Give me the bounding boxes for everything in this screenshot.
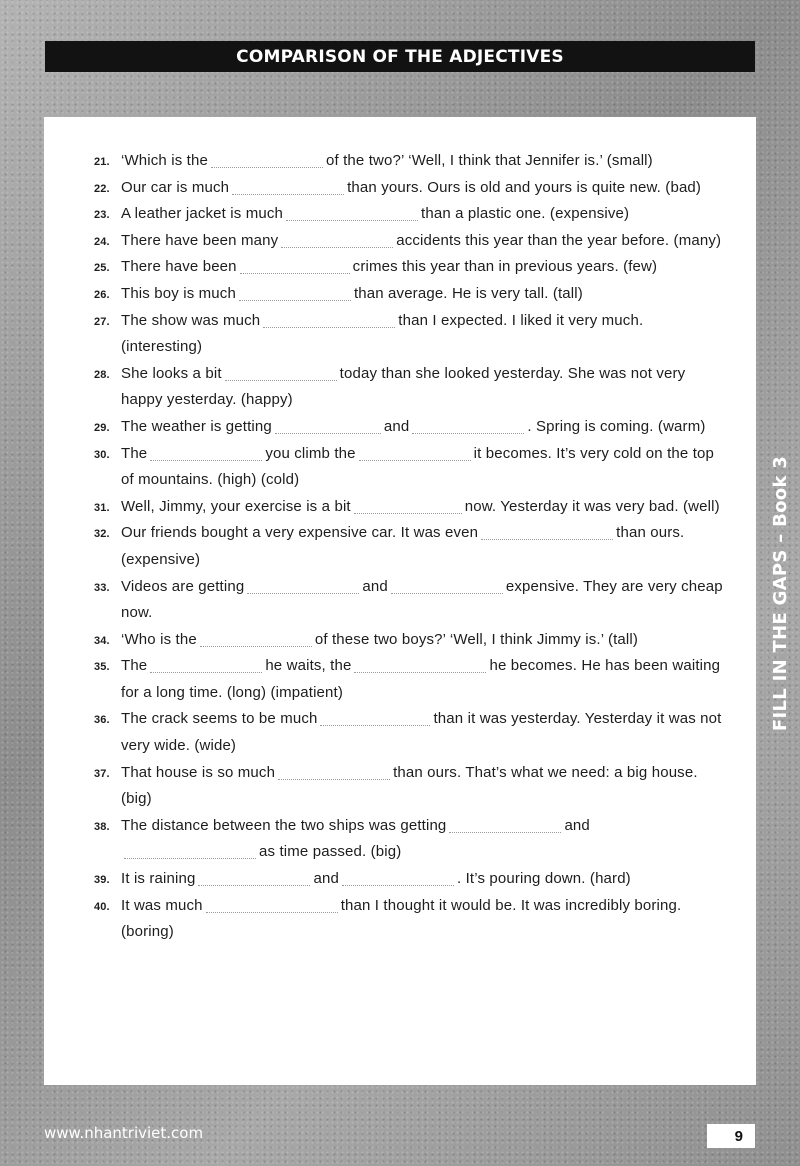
answer-gap[interactable] — [359, 445, 471, 461]
exercise-text: than ours. (expensive) — [121, 524, 685, 568]
answer-gap[interactable] — [342, 870, 454, 886]
exercise-text: It was much — [121, 896, 203, 914]
exercise-item — [94, 574, 724, 627]
exercise-text: of the two?’ ‘Well, I think that Jennifer is.’ (small) — [325, 152, 653, 169]
exercise-number: 31. — [94, 501, 110, 514]
answer-gap[interactable] — [281, 232, 393, 248]
exercise-text: and — [313, 870, 339, 888]
answer-gap[interactable] — [124, 843, 256, 859]
exercise-item — [94, 281, 724, 308]
exercise-text: It is raining — [121, 870, 196, 888]
exercise-text: as time passed. (big) — [259, 843, 402, 861]
exercise-text: There have been many — [121, 231, 279, 249]
exercise-text: The — [121, 657, 148, 675]
exercise-item — [94, 175, 724, 202]
exercise-number: 26. — [94, 288, 110, 301]
answer-gap[interactable] — [278, 764, 390, 780]
exercise-text: ‘Which is the — [121, 152, 208, 169]
exercise-number: 24. — [94, 235, 110, 248]
exercise-text: Videos are getting — [121, 577, 245, 595]
exercise-number: 39. — [94, 874, 110, 887]
answer-gap[interactable] — [354, 498, 462, 514]
exercise-text: it becomes. It’s very cold on the top of mountains. (high) (cold) — [121, 444, 715, 489]
exercise-number: 23. — [94, 209, 110, 222]
exercise-number: 40. — [94, 900, 110, 913]
answer-gap[interactable] — [150, 445, 262, 461]
answer-gap[interactable] — [211, 152, 323, 168]
exercise-text: The — [121, 444, 148, 462]
exercise-text: accidents this year than the year before. (many) — [396, 231, 722, 249]
answer-gap[interactable] — [263, 312, 395, 328]
answer-gap[interactable] — [225, 365, 337, 381]
exercise-text: now. Yesterday it was very bad. (well) — [464, 497, 720, 515]
exercise-text: than ours. That’s what we need: a big house. (big) — [121, 763, 698, 808]
exercise-number: 37. — [94, 767, 110, 780]
exercise-number: 27. — [94, 315, 110, 328]
exercise-text: crimes this year than in previous years. (few) — [352, 258, 658, 276]
exercise-number: 38. — [94, 820, 110, 833]
answer-gap[interactable] — [354, 657, 486, 673]
exercise-text: than a plastic one. (expensive) — [421, 205, 630, 223]
exercise-text: and — [564, 816, 590, 834]
exercise-text: he becomes. He has been waiting for a long time. (long) (impatient) — [121, 657, 721, 701]
exercise-item — [94, 653, 724, 706]
website-url: www.nhantriviet.com — [44, 1124, 204, 1142]
exercise-item — [94, 760, 724, 813]
answer-gap[interactable] — [240, 258, 350, 274]
exercise-text: he waits, the — [265, 657, 352, 675]
side-book-title — [762, 438, 800, 748]
exercise-text: . It’s pouring down. (hard) — [456, 870, 631, 888]
exercise-number: 25. — [94, 262, 110, 275]
page-number: 9 — [707, 1124, 755, 1148]
exercise-item — [94, 308, 724, 361]
exercise-number: 21. — [94, 156, 110, 168]
exercise-text: than I expected. I liked it very much. (interesting) — [121, 311, 644, 356]
answer-gap[interactable] — [150, 657, 262, 673]
answer-gap[interactable] — [239, 285, 351, 301]
exercise-number: 29. — [94, 421, 110, 434]
exercise-item — [94, 414, 724, 441]
section-title: COMPARISON OF THE ADJECTIVES — [236, 46, 564, 67]
answer-gap[interactable] — [275, 418, 381, 434]
exercise-number: 35. — [94, 661, 110, 674]
exercise-text: Our car is much — [121, 178, 230, 196]
exercise-text: She looks a bit — [121, 364, 222, 382]
answer-gap[interactable] — [391, 578, 503, 594]
exercise-item — [94, 441, 724, 494]
exercise-text: of these two boys?’ ‘Well, I think Jimmy is.’ (tall) — [314, 630, 639, 648]
exercise-item — [94, 627, 724, 654]
side-title-text: FILL IN THE GAPS – Book 3 — [770, 455, 792, 731]
exercise-text: That house is so much — [121, 763, 276, 781]
exercise-text: Our friends bought a very expensive car. It was even — [121, 524, 479, 542]
exercise-text: than it was yesterday. Yesterday it was not very wide. (wide) — [121, 710, 722, 755]
exercise-text: A leather jacket is much — [121, 205, 284, 223]
exercise-text: ‘Who is the — [121, 630, 197, 648]
exercise-item — [94, 148, 724, 175]
answer-gap[interactable] — [206, 897, 338, 913]
exercise-item — [94, 520, 724, 573]
exercise-item — [94, 813, 724, 866]
exercise-text: . Spring is coming. (warm) — [527, 417, 706, 435]
exercise-item — [94, 494, 724, 521]
exercise-item — [94, 254, 724, 281]
exercise-text: The show was much — [121, 311, 261, 329]
exercise-item — [94, 201, 724, 228]
exercise-item — [94, 228, 724, 255]
exercise-text: expensive. They are very cheap now. — [121, 577, 723, 622]
answer-gap[interactable] — [449, 817, 561, 833]
exercise-text: today than she looked yesterday. She was not very happy yesterday. (happy) — [121, 364, 686, 409]
answer-gap[interactable] — [198, 870, 310, 886]
answer-gap[interactable] — [412, 418, 524, 434]
exercise-number: 33. — [94, 581, 110, 594]
answer-gap[interactable] — [481, 524, 613, 540]
answer-gap[interactable] — [320, 710, 430, 726]
exercise-text: than I thought it would be. It was incredibly boring. (boring) — [121, 896, 682, 941]
exercise-text: The weather is getting — [121, 417, 272, 435]
answer-gap[interactable] — [247, 578, 359, 594]
exercise-text: than yours. Ours is old and yours is quite new. (bad) — [347, 178, 702, 196]
exercise-text: and — [362, 577, 388, 595]
exercise-text: This boy is much — [121, 284, 236, 302]
exercise-number: 34. — [94, 634, 110, 647]
exercise-text: than average. He is very tall. (tall) — [353, 284, 583, 302]
exercise-number: 30. — [94, 448, 110, 461]
answer-gap[interactable] — [232, 179, 344, 195]
section-title-bar — [45, 41, 755, 72]
answer-gap[interactable] — [200, 631, 312, 647]
exercise-item — [94, 706, 724, 759]
exercise-text: and — [383, 417, 410, 435]
exercise-item — [94, 866, 724, 893]
exercise-list — [94, 148, 724, 946]
answer-gap[interactable] — [286, 205, 418, 221]
exercise-item — [94, 361, 724, 414]
exercise-text: There have been — [121, 258, 237, 276]
exercise-number: 36. — [94, 714, 110, 727]
exercise-text: The crack seems to be much — [121, 710, 318, 728]
exercise-item — [94, 893, 724, 946]
exercise-text: you climb the — [265, 444, 356, 462]
exercise-number: 22. — [94, 182, 110, 195]
exercise-text: Well, Jimmy, your exercise is a bit — [121, 497, 351, 515]
exercise-number: 32. — [94, 528, 110, 541]
exercise-text: The distance between the two ships was getting — [121, 816, 447, 834]
exercise-number: 28. — [94, 368, 110, 381]
